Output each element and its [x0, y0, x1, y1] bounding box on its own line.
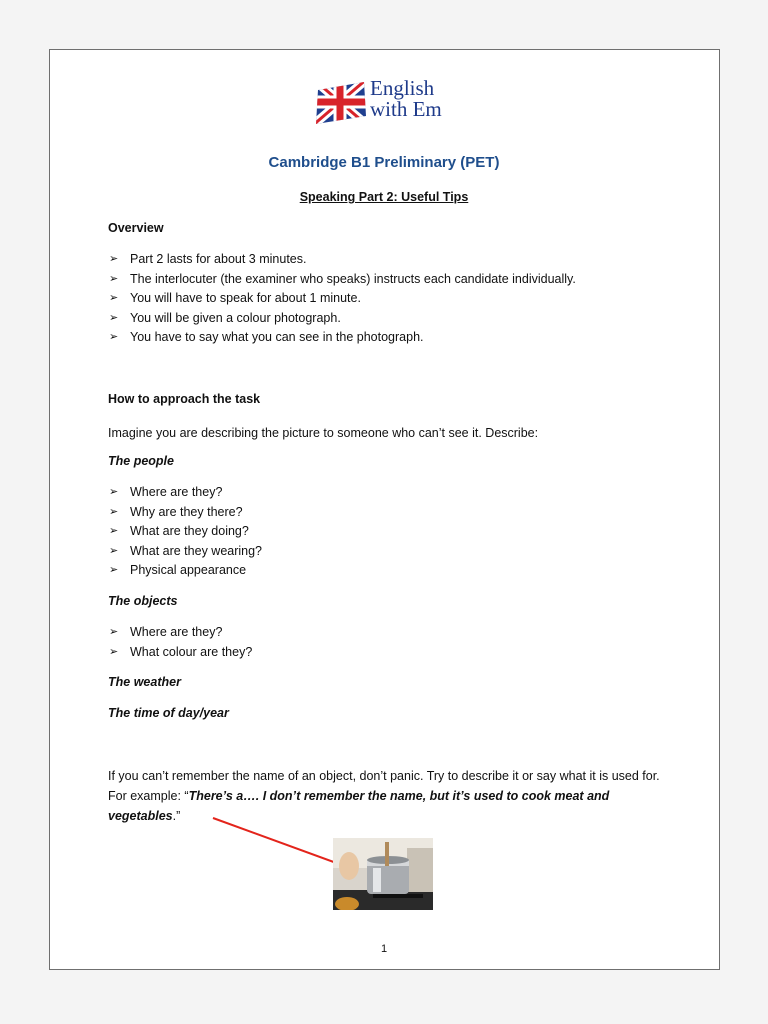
logo — [312, 78, 462, 128]
tip-paragraph: If you can’t remember the name of an object, don’t panic. Try to describe it or say what it is used for. For example: “There’s a…. I don’t remember the name, but it’s used to cook meat and vegetables.” — [108, 769, 660, 823]
example-phrase: There’s a…. I don’t remember the name, but it’s used to cook meat and vegetables — [108, 789, 610, 823]
objects-heading: The objects — [108, 594, 178, 608]
arrow-bullet-icon: ➢ — [109, 645, 119, 658]
arrow-bullet-icon: ➢ — [109, 505, 119, 518]
cooking-pot-photo — [333, 838, 433, 910]
arrow-bullet-icon: ➢ — [109, 626, 119, 638]
union-jack-icon — [312, 78, 368, 126]
arrow-bullet-icon: ➢ — [109, 272, 119, 285]
approach-heading: How to approach the task — [108, 392, 261, 406]
list-item: ➢ Where are they? — [108, 623, 252, 643]
overview-list — [108, 250, 576, 348]
logo-text — [370, 78, 442, 120]
page-number: 1 — [380, 943, 388, 955]
logo-line-1: English — [370, 76, 435, 100]
list-item: ➢ You will be given a colour photograph. — [108, 309, 576, 329]
list-item: ➢ You will have to speak for about 1 minute. — [108, 289, 576, 309]
arrow-bullet-icon: ➢ — [109, 331, 119, 344]
page-title: Cambridge B1 Preliminary (PET) — [268, 154, 500, 171]
arrow-bullet-icon: ➢ — [109, 564, 119, 577]
weather-heading: The weather — [108, 675, 181, 689]
list-item: ➢ The interlocuter (the examiner who speaks) instructs each candidate individually. — [108, 270, 576, 290]
list-item: ➢ Where are they? — [108, 483, 262, 503]
logo-line-2: with Em — [370, 97, 442, 121]
page-subtitle: Speaking Part 2: Useful Tips — [299, 190, 469, 204]
time-heading: The time of day/year — [108, 706, 229, 720]
list-item: ➢ Why are they there? — [108, 503, 262, 523]
list-item: ➢ What colour are they? — [108, 643, 252, 663]
arrow-bullet-icon: ➢ — [109, 311, 119, 324]
list-item: ➢ Part 2 lasts for about 3 minutes. — [108, 250, 576, 270]
objects-list — [108, 623, 252, 662]
list-item: ➢ Physical appearance — [108, 561, 262, 581]
approach-intro: Imagine you are describing the picture to someone who can’t see it. Describe: — [108, 426, 539, 440]
arrow-bullet-icon: ➢ — [109, 486, 119, 498]
people-heading: The people — [108, 454, 174, 468]
arrow-bullet-icon: ➢ — [109, 525, 119, 538]
arrow-bullet-icon: ➢ — [109, 253, 119, 265]
list-item: ➢ What are they wearing? — [108, 542, 262, 562]
arrow-bullet-icon: ➢ — [109, 544, 119, 557]
list-item: ➢ You have to say what you can see in the photograph. — [108, 328, 576, 348]
overview-heading: Overview — [108, 221, 164, 235]
list-item: ➢ What are they doing? — [108, 522, 262, 542]
arrow-bullet-icon: ➢ — [109, 292, 119, 305]
people-list — [108, 483, 262, 581]
